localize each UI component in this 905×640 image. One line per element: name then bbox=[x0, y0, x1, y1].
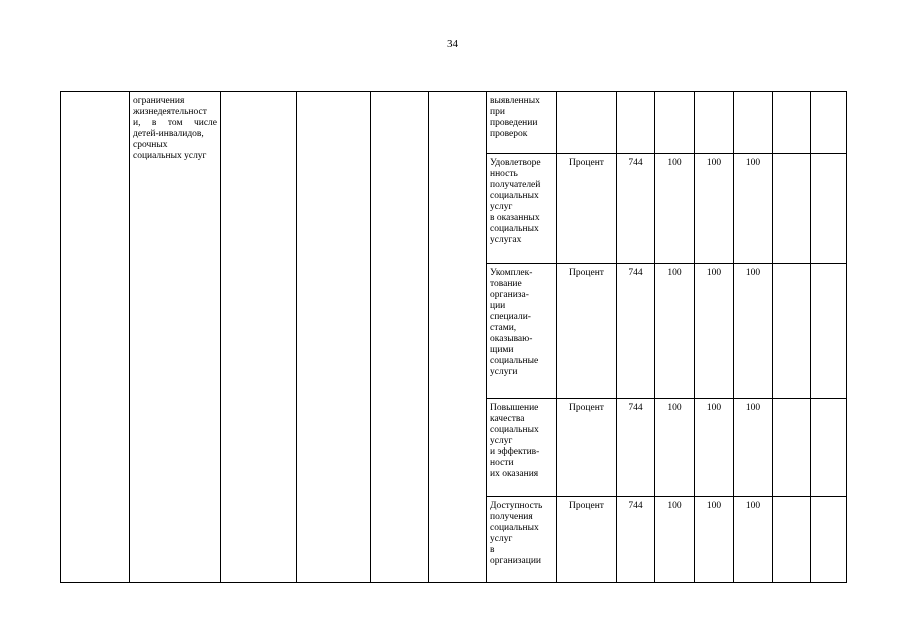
indicator-name-line: при bbox=[490, 107, 505, 117]
value-cell: 100 bbox=[695, 399, 734, 497]
indicator-name-cell bbox=[487, 92, 557, 154]
value-cell: 100 bbox=[734, 497, 773, 583]
indicator-name-line: организации bbox=[490, 556, 542, 566]
value-cell: 100 bbox=[655, 154, 695, 264]
unit-cell: Процент bbox=[557, 497, 617, 583]
indicator-name-cell bbox=[487, 497, 557, 583]
service-description-line: детей-инвалидов, bbox=[133, 129, 204, 139]
empty-cell bbox=[429, 92, 487, 583]
indicator-name-line: услуг bbox=[490, 534, 513, 544]
indicator-name-line: Укомплек- bbox=[490, 268, 533, 278]
value-cell: 100 bbox=[655, 264, 695, 399]
value-cell bbox=[655, 92, 695, 154]
indicator-name-cell bbox=[487, 399, 557, 497]
empty-cell bbox=[773, 264, 811, 399]
service-description-cell bbox=[130, 92, 221, 583]
value-cell: 100 bbox=[734, 399, 773, 497]
indicator-name-line: стами, bbox=[490, 323, 517, 333]
value-cell: 100 bbox=[695, 154, 734, 264]
code-cell: 744 bbox=[617, 399, 655, 497]
indicator-name-line: в bbox=[490, 545, 495, 555]
indicator-name-line: услугах bbox=[490, 235, 522, 245]
indicator-name-line: Повышение bbox=[490, 403, 539, 413]
empty-cell bbox=[773, 497, 811, 583]
empty-cell bbox=[773, 92, 811, 154]
service-description-line: жизнедеятельност bbox=[133, 107, 207, 117]
value-cell: 100 bbox=[655, 399, 695, 497]
value-cell: 100 bbox=[655, 497, 695, 583]
indicator-name-line: нность bbox=[490, 169, 518, 179]
empty-cell bbox=[297, 92, 371, 583]
indicator-name-line: оказываю- bbox=[490, 334, 533, 344]
service-description-line: и, в том числе bbox=[133, 118, 217, 128]
indicator-name-cell bbox=[487, 154, 557, 264]
service-indicators-table bbox=[60, 91, 847, 583]
indicator-name-line: и эффектив- bbox=[490, 447, 540, 457]
value-cell: 100 bbox=[734, 264, 773, 399]
value-cell bbox=[695, 92, 734, 154]
unit-cell: Процент bbox=[557, 154, 617, 264]
indicator-name-line: социальных bbox=[490, 191, 539, 201]
empty-cell bbox=[371, 92, 429, 583]
indicator-name-line: услуг bbox=[490, 202, 513, 212]
value-cell bbox=[734, 92, 773, 154]
service-description-line: социальных услуг bbox=[133, 151, 207, 161]
indicator-name-line: получения bbox=[490, 512, 533, 522]
indicator-name-line: тование bbox=[490, 279, 522, 289]
empty-cell bbox=[811, 264, 847, 399]
empty-cell bbox=[773, 399, 811, 497]
service-description-line: ограничения bbox=[133, 96, 185, 106]
indicator-name-line: социальных bbox=[490, 224, 539, 234]
indicator-name-line: проведении bbox=[490, 118, 538, 128]
empty-cell bbox=[773, 154, 811, 264]
empty-cell bbox=[811, 92, 847, 154]
service-description-line: срочных bbox=[133, 140, 168, 150]
indicator-name-line: Удовлетворе bbox=[490, 158, 541, 168]
indicator-name-line: получателей bbox=[490, 180, 541, 190]
empty-cell bbox=[811, 399, 847, 497]
unit-cell: Процент bbox=[557, 399, 617, 497]
indicator-name-line: специали- bbox=[490, 312, 531, 322]
indicator-name-line: их оказания bbox=[490, 469, 539, 479]
indicator-name-line: в оказанных bbox=[490, 213, 540, 223]
indicator-name-line: организа- bbox=[490, 290, 529, 300]
empty-cell bbox=[61, 92, 130, 583]
indicator-name-line: Доступность bbox=[490, 501, 543, 511]
code-cell bbox=[617, 92, 655, 154]
indicator-name-line: щими bbox=[490, 345, 514, 355]
indicator-name-cell bbox=[487, 264, 557, 399]
indicator-name-line: социальных bbox=[490, 425, 539, 435]
value-cell: 100 bbox=[695, 497, 734, 583]
empty-cell bbox=[811, 154, 847, 264]
indicator-name-line: социальные bbox=[490, 356, 539, 366]
indicator-name-line: проверок bbox=[490, 129, 528, 139]
indicator-name-line: услуг bbox=[490, 436, 513, 446]
indicator-name-line: ности bbox=[490, 458, 514, 468]
code-cell: 744 bbox=[617, 154, 655, 264]
table-row bbox=[61, 92, 847, 154]
unit-cell: Процент bbox=[557, 264, 617, 399]
indicator-name-line: качества bbox=[490, 414, 525, 424]
value-cell: 100 bbox=[695, 264, 734, 399]
indicator-name-line: ции bbox=[490, 301, 506, 311]
empty-cell bbox=[221, 92, 297, 583]
code-cell: 744 bbox=[617, 497, 655, 583]
indicator-name-line: социальных bbox=[490, 523, 539, 533]
page-number: 34 bbox=[447, 38, 458, 50]
empty-cell bbox=[811, 497, 847, 583]
unit-cell bbox=[557, 92, 617, 154]
value-cell: 100 bbox=[734, 154, 773, 264]
indicator-name-line: выявленных bbox=[490, 96, 540, 106]
indicator-name-line: услуги bbox=[490, 367, 518, 377]
code-cell: 744 bbox=[617, 264, 655, 399]
